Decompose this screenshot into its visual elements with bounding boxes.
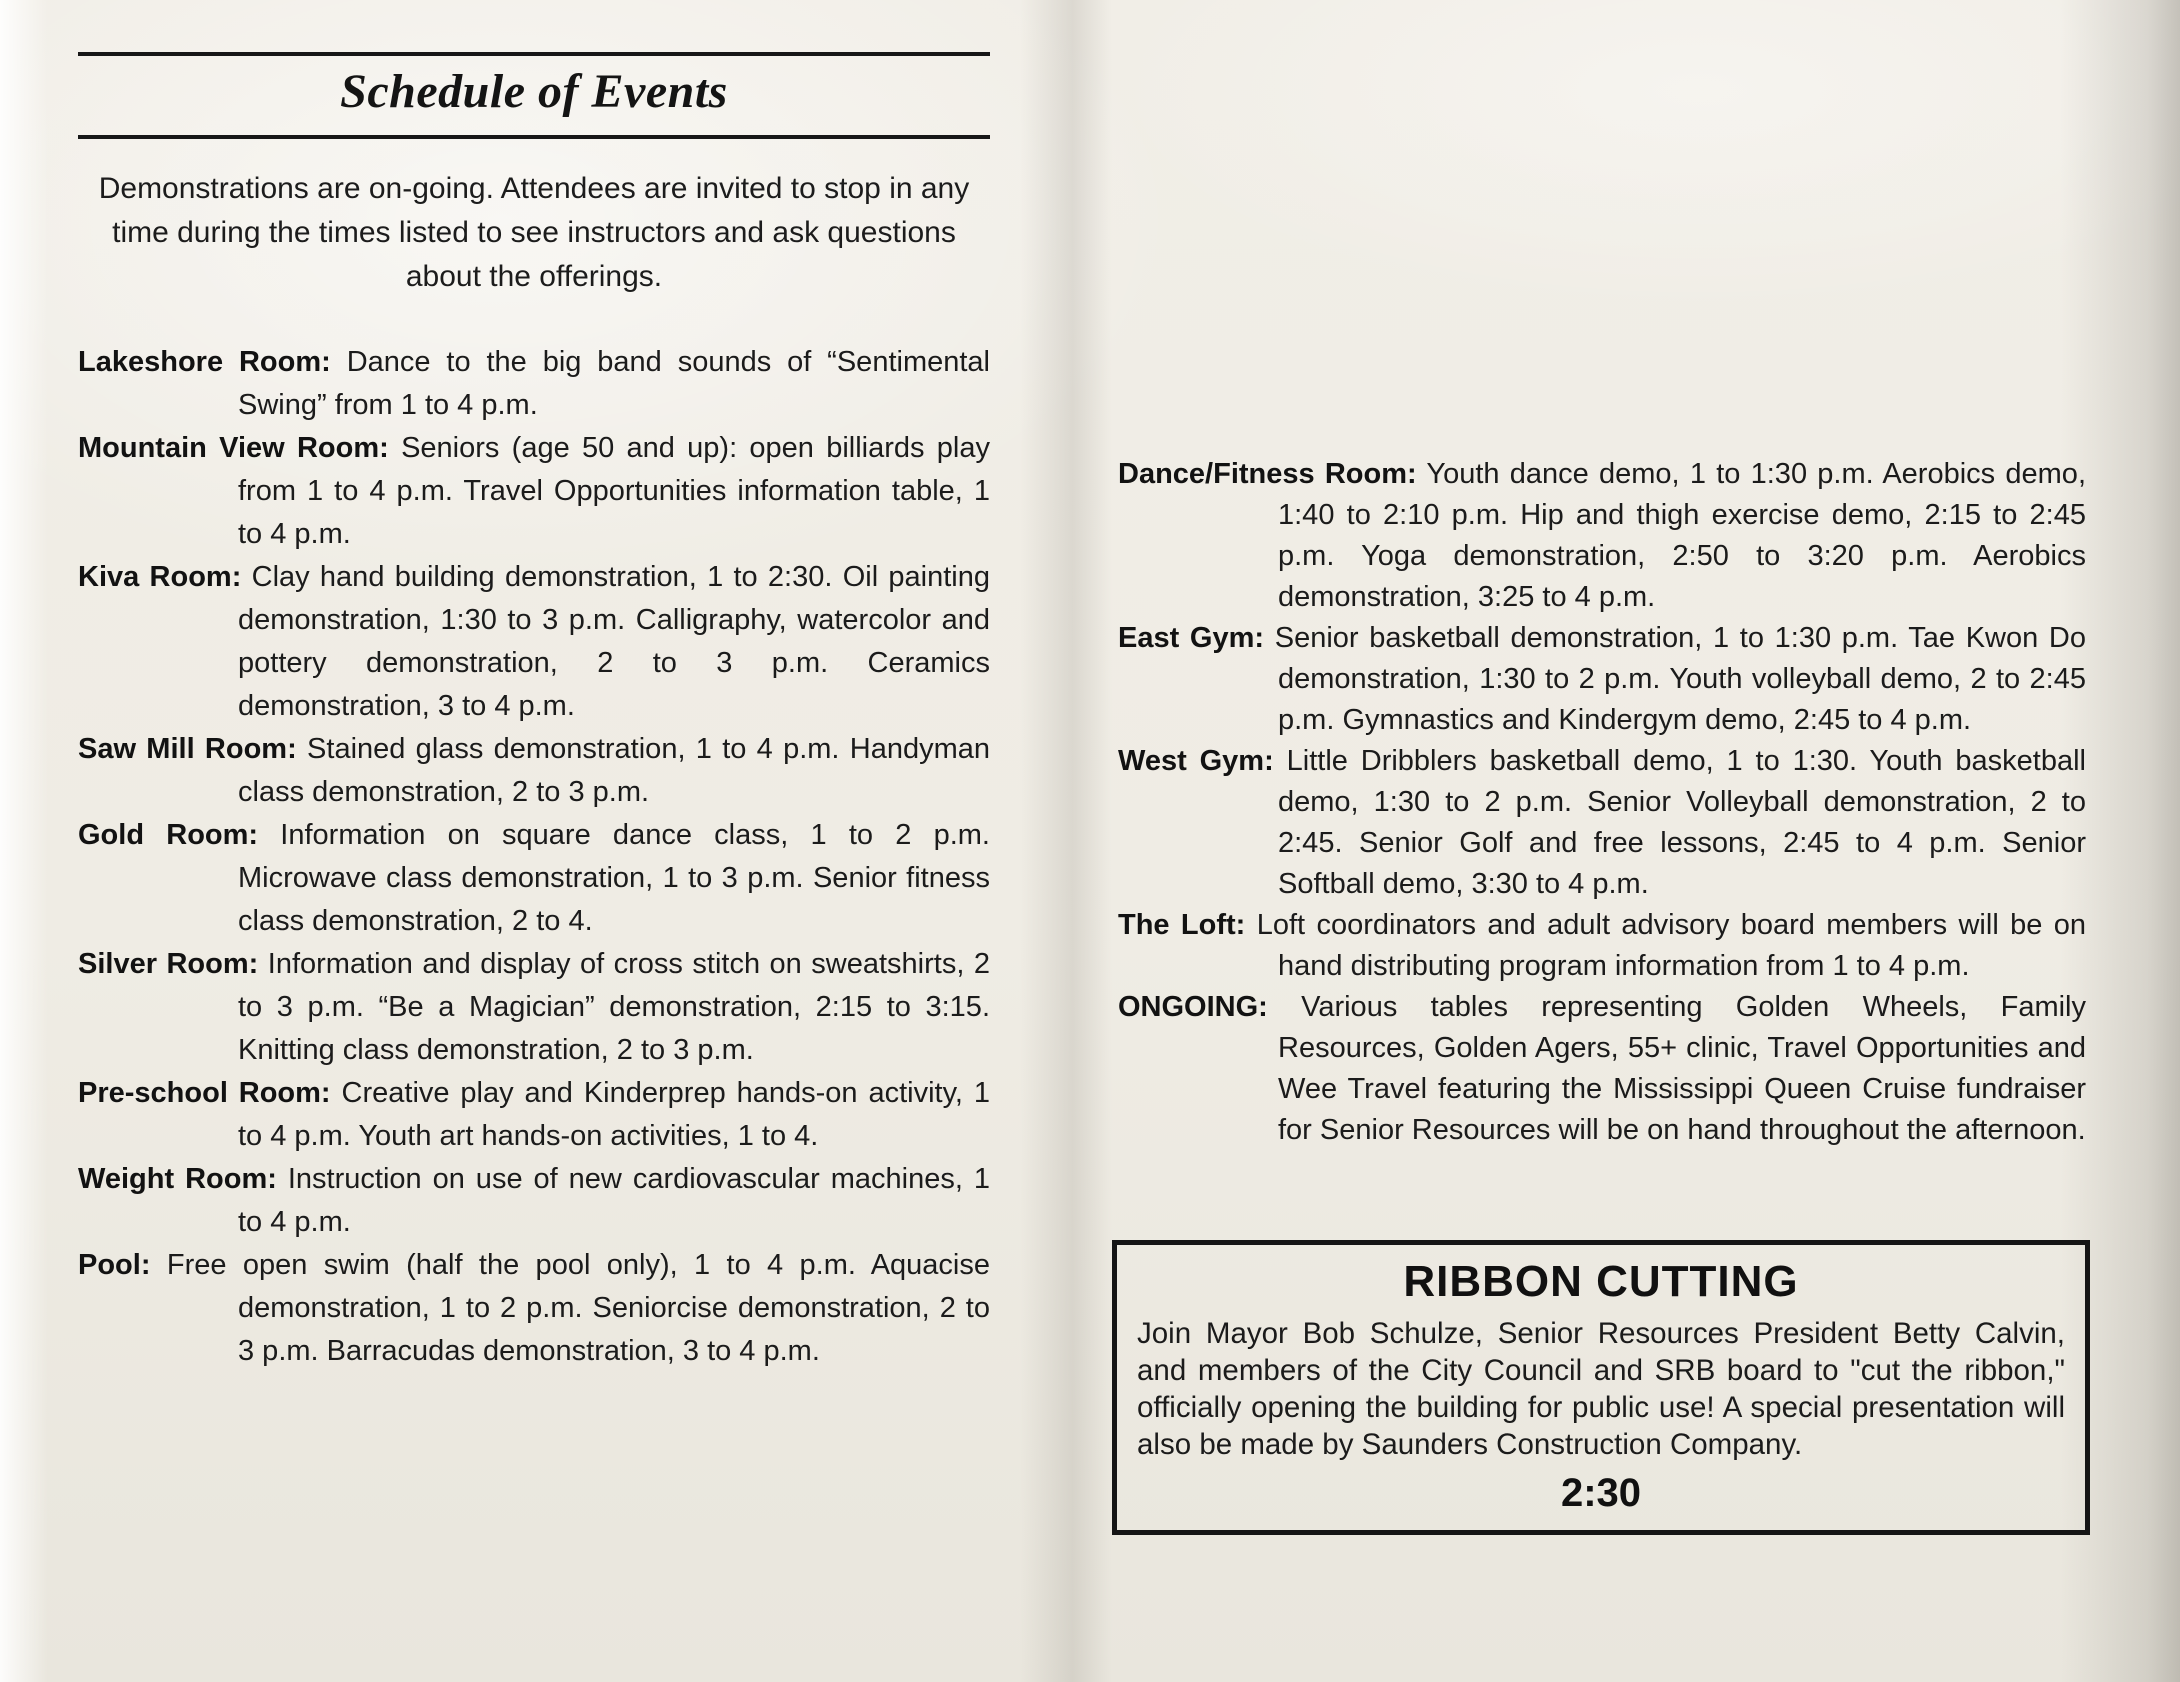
schedule-entry (1118, 618, 2086, 741)
room-details: Clay hand building demonstration, 1 to 2:30. Oil painting demonstration, 1:30 to 3 p.m. Calligraphy, watercolor and pottery demonstration, 2 to 3 p.m. Ceramics demonstration, 3 to 4 p.m. (238, 561, 991, 722)
room-label: Pool: (78, 1249, 151, 1281)
room-label: Saw Mill Room: (78, 733, 297, 765)
room-details: Seniors (age 50 and up): open billiards play from 1 to 4 p.m. Travel Opportunities information table, 1 to 4 p.m. (238, 432, 990, 550)
room-details: Little Dribblers basketball demo, 1 to 1:30. Youth basketball demo, 1:30 to 2 p.m. Senior Volleyball demonstration, 2 to 2:45. Senior Golf and free lessons, 2:45 to 4 p.m. Senior Softball demo, 3:30 to 4 p.m. (1278, 745, 2087, 900)
intro-text: Demonstrations are on-going. Attendees are invited to stop in any time during the times listed to see instructors and ask questions about the offerings. (98, 172, 970, 293)
schedule-entry (78, 1244, 990, 1373)
room-details: Dance to the big band sounds of “Sentimental Swing” from 1 to 4 p.m. (238, 346, 990, 421)
room-label: The Loft: (1118, 909, 1246, 941)
room-label: Silver Room: (78, 948, 259, 980)
schedule-entry (78, 1072, 990, 1158)
room-label: Dance/Fitness Room: (1118, 458, 1417, 490)
room-details: Free open swim (half the pool only), 1 to 4 p.m. Aquacise demonstration, 1 to 2 p.m. Seniorcise demonstration, 2 to 3 p.m. Barracudas demonstration, 3 to 4 p.m. (166, 1249, 990, 1367)
ribbon-cutting-box (1112, 1240, 2090, 1535)
room-label: Pre-school Room: (78, 1077, 331, 1109)
room-details: Various tables representing Golden Wheels, Family Resources, Golden Agers, 55+ clinic, Travel Opportunities and Wee Travel featuring the Mississippi Queen Cruise fundraiser for Senior Resources will be on hand throughout the afternoon. (1278, 991, 2087, 1146)
page-title: Schedule of Events (340, 65, 728, 118)
room-details: Senior basketball demonstration, 1 to 1:30 p.m. Tae Kwon Do demonstration, 1:30 to 2 p.m. Youth volleyball demo, 2 to 2:45 p.m. Gymnastics and Kindergym demo, 2:45 to 4 p.m. (1274, 622, 2086, 736)
schedule-entry (1118, 741, 2086, 905)
ribbon-cutting-body: Join Mayor Bob Schulze, Senior Resources President Betty Calvin, and members of the City Council and SRB board to "cut the ribbon," officially opening the building for public use! A special presentation will also be made by Saunders Construction Company. (1137, 1317, 2065, 1461)
schedule-entry (1118, 987, 2086, 1151)
room-details: Stained glass demonstration, 1 to 4 p.m. Handyman class demonstration, 2 to 3 p.m. (238, 733, 991, 808)
room-details: Information and display of cross stitch on sweatshirts, 2 to 3 p.m. “Be a Magician” demonstration, 2:15 to 3:15. Knitting class demonstration, 2 to 3 p.m. (238, 948, 990, 1066)
schedule-entry (78, 814, 990, 943)
schedule-entries-left (78, 341, 990, 1373)
room-label: Lakeshore Room: (78, 346, 331, 378)
room-details: Information on square dance class, 1 to 2 p.m. Microwave class demonstration, 1 to 3 p.m. Senior fitness class demonstration, 2 to 4. (238, 819, 990, 937)
schedule-entry (1118, 905, 2086, 987)
room-details: Creative play and Kinderprep hands-on activity, 1 to 4 p.m. Youth art hands-on activities, 1 to 4. (238, 1077, 991, 1152)
room-label: Mountain View Room: (78, 432, 389, 464)
schedule-entries-right (1118, 454, 2086, 1151)
schedule-entry (78, 427, 990, 556)
schedule-entry (78, 341, 990, 427)
room-details: Youth dance demo, 1 to 1:30 p.m. Aerobics demo, 1:40 to 2:10 p.m. Hip and thigh exercise demo, 2:15 to 2:45 p.m. Yoga demonstration, 2:50 to 3:20 p.m. Aerobics demonstration, 3:25 to 4 p.m. (1278, 458, 2086, 613)
room-label: ONGOING: (1118, 991, 1268, 1023)
room-label: East Gym: (1118, 622, 1265, 654)
room-label: Gold Room: (78, 819, 259, 851)
room-details: Loft coordinators and adult advisory board members will be on hand distributing program information from 1 to 4 p.m. (1256, 909, 2087, 982)
schedule-entry (1118, 454, 2086, 618)
title-block (78, 52, 990, 139)
schedule-right-column (1118, 412, 2086, 1151)
schedule-entry (78, 728, 990, 814)
room-label: Kiva Room: (78, 561, 242, 593)
ribbon-cutting-time: 2:30 (1560, 1471, 1642, 1515)
schedule-entry (78, 943, 990, 1072)
schedule-entry (78, 1158, 990, 1244)
schedule-left-column (78, 52, 990, 1373)
room-label: West Gym: (1118, 745, 1274, 777)
ribbon-cutting-title: RIBBON CUTTING (1403, 1257, 1799, 1306)
room-details: Instruction on use of new cardiovascular machines, 1 to 4 p.m. (238, 1163, 990, 1238)
schedule-entry (78, 556, 990, 728)
room-label: Weight Room: (78, 1163, 277, 1195)
